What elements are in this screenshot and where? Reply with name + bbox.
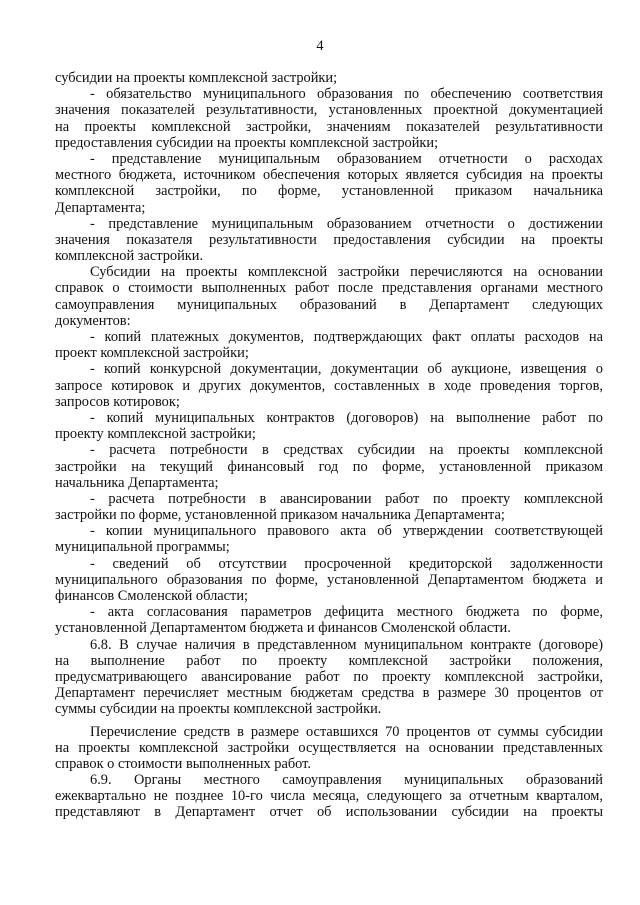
text-line: - расчета потребности в средствах субсидии на проекты комплексной: [90, 442, 603, 459]
text-line: представляют в Департамент отчет об использовании субсидии на проекты: [55, 804, 603, 821]
text-line: предоставления субсидии на проекты комплексной застройки;: [55, 134, 439, 151]
text-line: - копий платежных документов, подтверждающих факт оплаты расходов на: [90, 329, 603, 345]
text-line: проект комплексной застройки;: [55, 345, 249, 362]
text-line: значения показателя результативности предоставления субсидии на проекты: [55, 231, 603, 248]
text-line: на проекты комплексной застройки осуществляется на основании представленных: [55, 739, 603, 756]
text-line: - копий конкурсной документации, документации об аукционе, извещения о: [90, 361, 603, 378]
text-line: застройки по форме, установленной приказом начальника Департамента;: [55, 507, 505, 524]
text-line: муниципальной программы;: [55, 539, 230, 556]
text-line: - расчета потребности в авансировании работ по проекту комплексной: [90, 490, 603, 507]
text-line: Департамента;: [55, 199, 146, 216]
text-line: комплексной застройки.: [55, 248, 204, 265]
text-line: - акта согласования параметров дефицита местного бюджета по форме,: [90, 604, 603, 621]
text-line: самоуправления муниципальных образований в Департамент следующих: [55, 296, 603, 313]
text-line: Субсидии на проекты комплексной застройки перечисляются на основании: [90, 264, 603, 281]
text-line: документов:: [55, 312, 131, 329]
text-line: финансов Смоленской области;: [55, 588, 249, 604]
text-line: комплексной застройки, по форме, установленной приказом начальника: [55, 183, 603, 200]
text-line: запросов котировок;: [55, 393, 180, 410]
document-body: [55, 70, 603, 821]
text-line: - копий муниципальных контрактов (договоров) на выполнение работ по: [90, 409, 603, 426]
text-line: - сведений об отсутствии просроченной кредиторской задолженности: [90, 555, 603, 572]
text-line: местного бюджета, источником обеспечения которых является субсидия на проекты: [55, 167, 603, 184]
page-number: 4: [316, 38, 324, 54]
text-line: - копии муниципального правового акта об утверждении соответствующей: [90, 523, 603, 540]
text-line: субсидии на проекты комплексной застройки;: [55, 70, 338, 86]
text-line: - представление муниципальным образованием отчетности о расходах: [90, 150, 603, 167]
text-line: справок о стоимости выполненных работ после представления органами местного: [55, 280, 603, 297]
text-line: 6.8. В случае наличия в представленном муниципальном контракте (договоре): [90, 636, 603, 653]
text-line: муниципального образования по форме, установленной Департаментом бюджета и: [55, 571, 603, 588]
text-line: Перечисление средств в размере оставшихся 70 процентов от суммы субсидии: [90, 723, 603, 740]
text-line: установленной Департаментом бюджета и финансов Смоленской области.: [55, 620, 511, 637]
text-line: предусматривающего авансирование работ по проекту комплексной застройки,: [55, 668, 603, 685]
text-line: - представление муниципальным образованием отчетности о достижении: [90, 215, 603, 232]
text-line: на выполнение работ по проекту комплексной застройки положения,: [55, 652, 603, 669]
text-line: запросе котировок и других документов, составленных в ходе проведения торгов,: [55, 377, 603, 394]
text-line: застройки на текущий финансовый год по форме, установленной приказом: [55, 458, 603, 475]
text-line: справок о стоимости выполненных работ.: [55, 755, 311, 772]
text-line: Департамент перечисляет местным бюджетам средства в размере 30 процентов от: [55, 685, 603, 702]
text-line: значения показателей результативности, установленных проектной документацией: [55, 102, 603, 119]
text-line: на проекты комплексной застройки, значениям показателей результативности: [55, 118, 603, 135]
text-line: - обязательство муниципального образования по обеспечению соответствия: [90, 86, 603, 103]
text-line: проекту комплексной застройки;: [55, 426, 256, 443]
text-line: ежеквартально не позднее 10-го числа месяца, следующего за отчетным кварталом,: [55, 788, 603, 805]
text-line: суммы субсидии на проекты комплексной застройки.: [55, 701, 382, 718]
text-line: начальника Департамента;: [55, 474, 219, 491]
text-line: 6.9. Органы местного самоуправления муниципальных образований: [90, 772, 603, 789]
